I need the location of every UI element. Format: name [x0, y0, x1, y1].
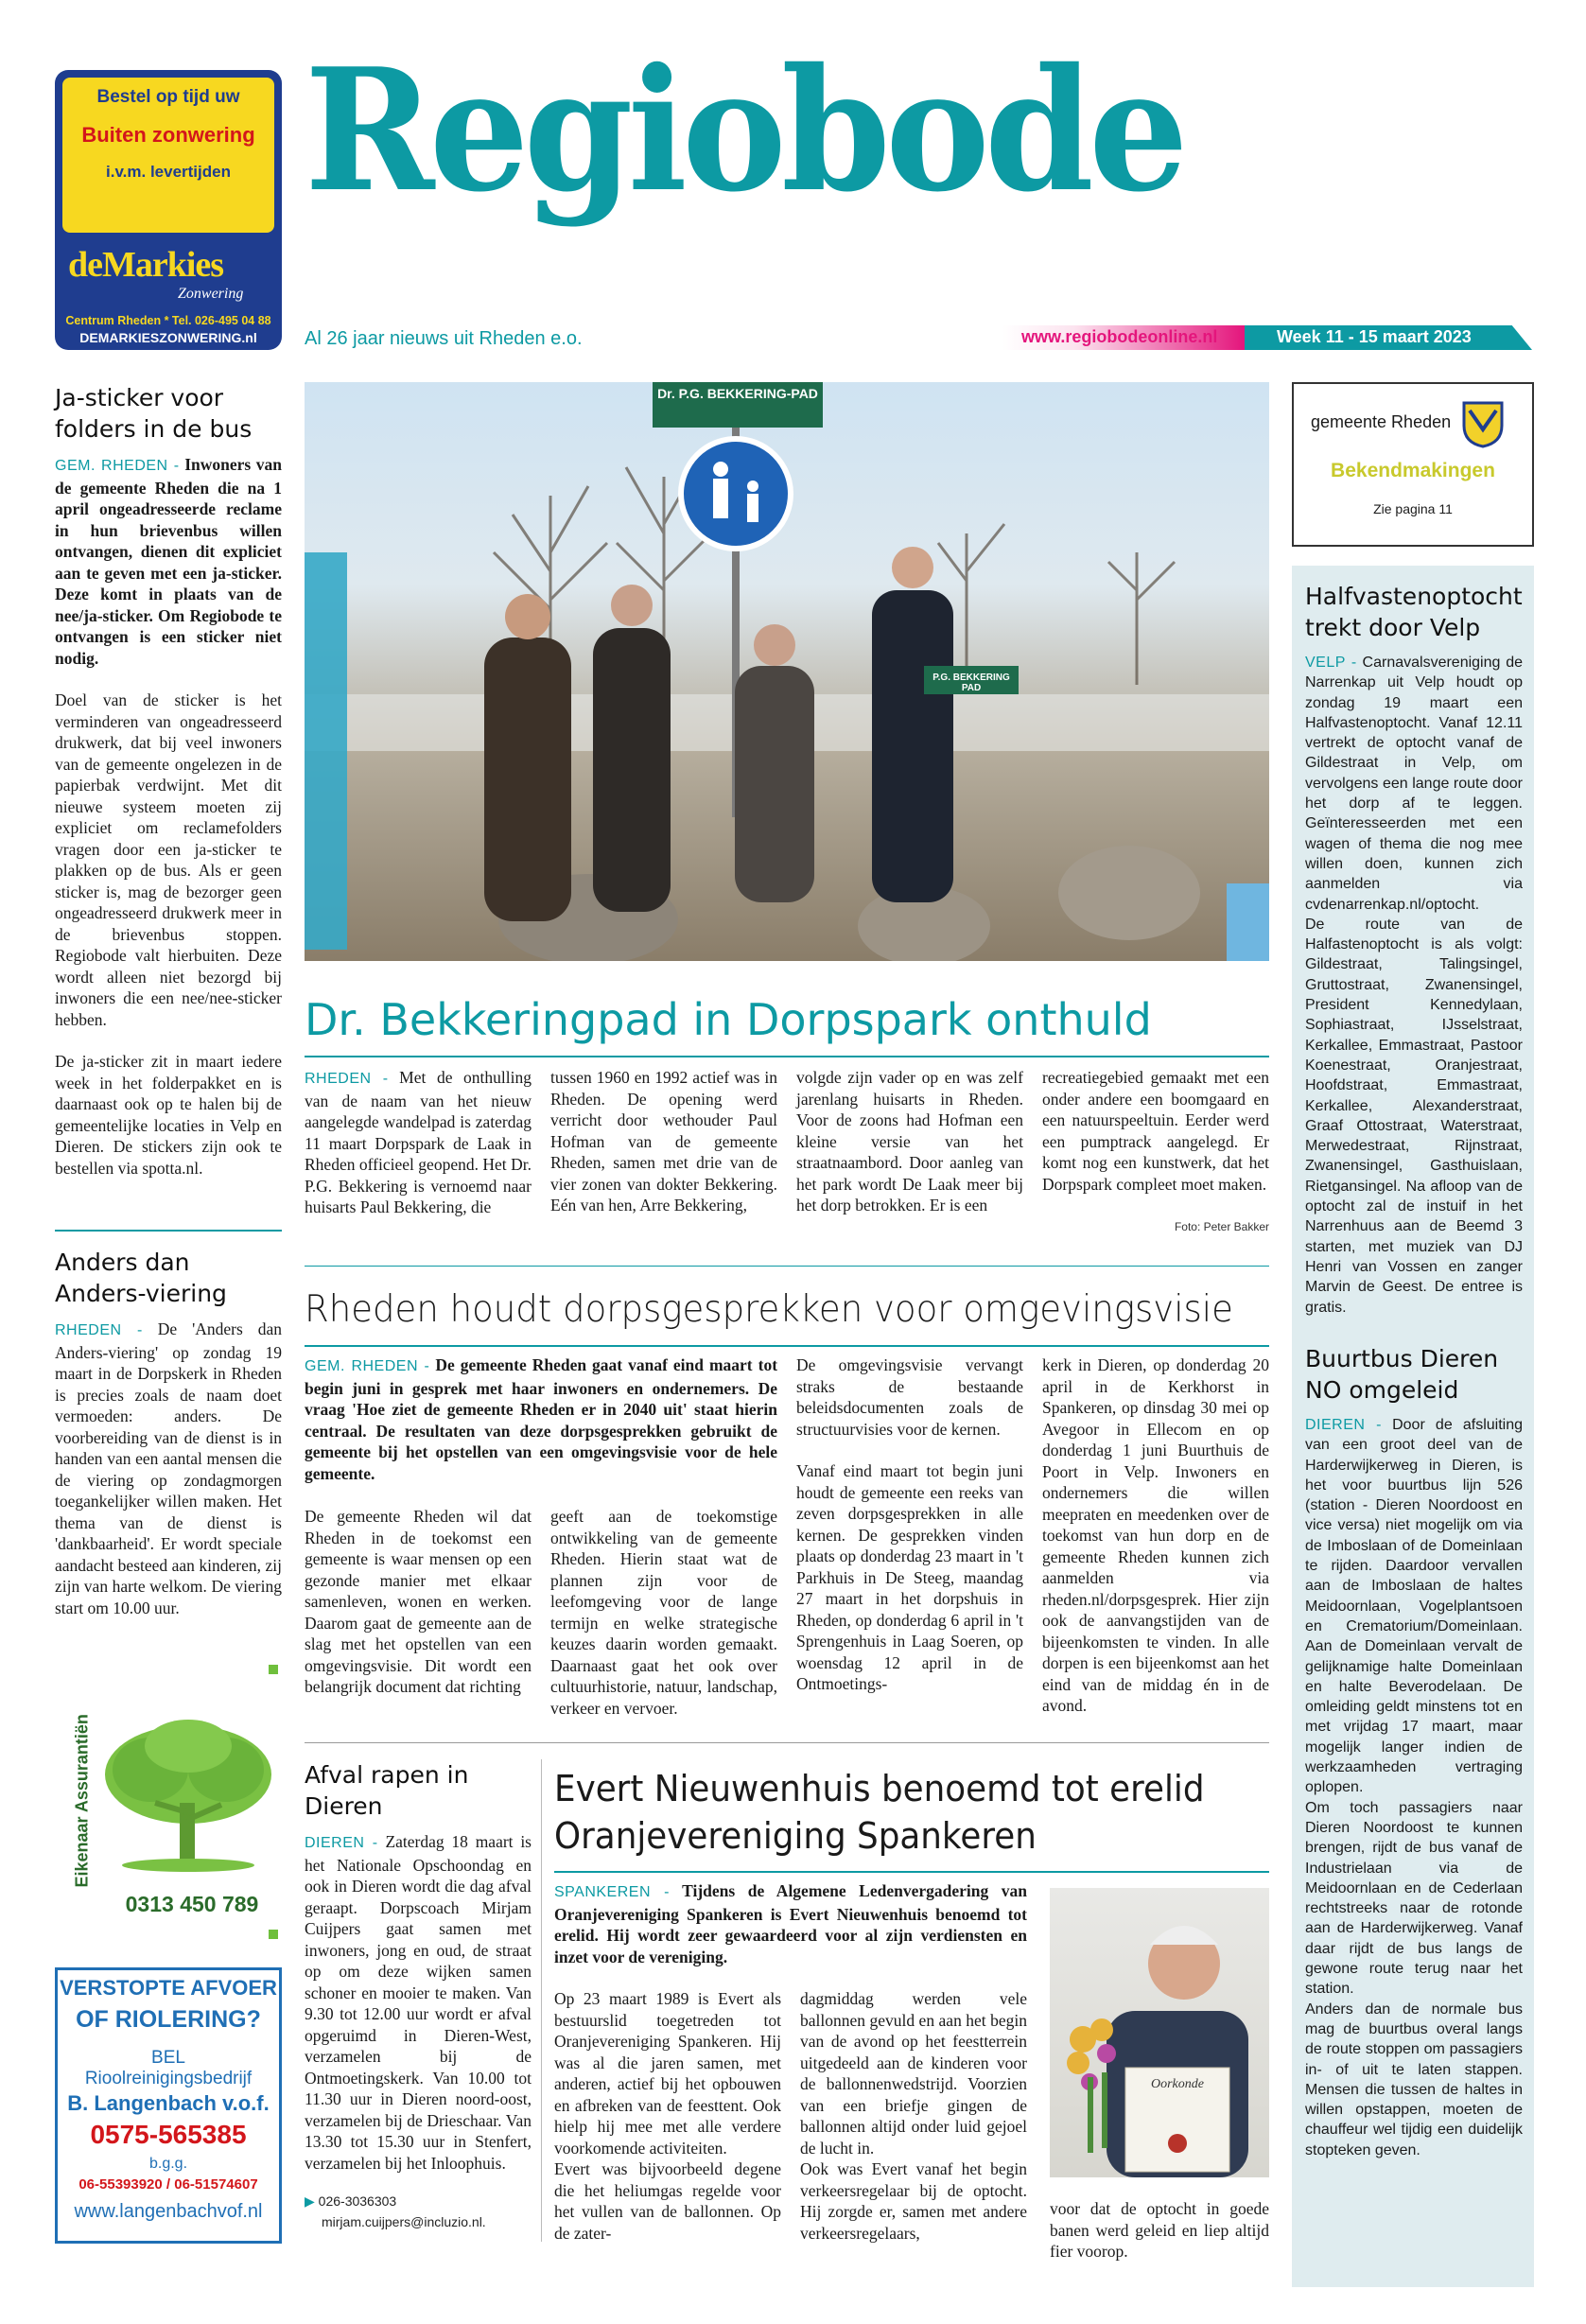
gemeente-sub: Zie pagina 11: [1373, 501, 1453, 516]
headline-bekkering: Dr. Bekkeringpad in Dorpspark onthuld: [305, 994, 1152, 1045]
divider: [305, 1345, 1269, 1347]
article-paragraph: Evert was bijvoorbeeld degene die het heliumgas regelde voor het vullen van de ballonnen. Op de zater-: [554, 2159, 781, 2243]
ad-line: Buiten zonwering: [81, 123, 255, 147]
article-lead-block: [305, 1354, 777, 1484]
article-paragraph: De route van de Halfastenoptocht is als volgt: Gildestraat, Talingsingel, Gruttostraat, Zwanensingel, President Kennedylaan, Sophiastraat, IJsselstraat, Kerkallee, Emmastraat, Pastoor Koenestraat, Oranjestraat, Hoofdstraat, Emmastraat, Kerkallee, Alexanderstraat, Graaf Ottostraat, Waterstraat, Merwedestraat, Rijnstraat, Zwanensingel, Gasthuislaan, Rietgansingel. Na afloop van de optocht zal de instuif in het Narrenhuus aan de Beemd 3 starten, met muziek van DJ Henri van Vossen en zanger Marvin de Geest. De entree is gratis.: [1305, 916, 1523, 1316]
article-tag: RHEDEN -: [305, 1071, 389, 1087]
certificate-text: Oorkonde: [1151, 2077, 1204, 2091]
ad-line: BEL: [151, 2048, 185, 2068]
article-column: [305, 1067, 532, 1218]
article-title: Buurtbus Dieren NO omgeleid: [1305, 1345, 1499, 1404]
masthead-info-bar: [1002, 325, 1532, 350]
article-column: recreatiegebied gemaakt met een onder andere een boomgaard en een natuurspeeltuin. Eerder werd een pumptrack aangelegd. Er komt nog een kunstwerk, dat het Dorpspark compleet moet maken.: [1042, 1068, 1269, 1194]
article-body: Zaterdag 18 maart is het Nationale Opschoondag en ook in Dieren wordt die dag afval geraapt. Dorpscoach Mirjam Cuijpers gaat samen met inwoners, jong en oud, de straat op om deze wijken samen schoner en mooier te maken. Van 9.30 tot 12.00 uur wordt er afval opgeruimd in Dieren-West, verzamelen bij de Ontmoetingskerk. Van 10.00 tot 11.30 uur in Dieren noord-oost, verzamelen bij de Drieschaar. Van 13.30 tot 15.30 uur in Stenfert, verzamelen bij het Inloophuis.: [305, 1832, 532, 2173]
article-paragraph: Op 23 maart 1989 is Evert als bestuurslid toegetreden tot Oranjevereniging Spankeren. Hij was al die jaren samen, met anderen, actief bij het opbouwen en afbreken van de feesttent. Ook hielp hij mee met alle verdere voorkomende activiteiten.: [554, 1989, 781, 2158]
ad-mobile: 06-55393920 / 06-51574607: [78, 2176, 258, 2193]
article-tag: GEM. RHEDEN -: [55, 458, 180, 474]
ad-line: Rioolreinigingsbedrijf: [84, 2069, 253, 2088]
article-column: [800, 1988, 1027, 2244]
ad-line: B. Langenbach v.o.f.: [67, 2091, 270, 2115]
ad-langenbach[interactable]: [55, 1967, 282, 2244]
nieuwenhuis-photo: [1050, 1888, 1269, 2177]
article-lead: Tijdens de Algemene Ledenvergadering van Oranjevereniging Spankeren is Evert Nieuwenhuis benoemd tot erelid. Hij wordt zeer gewaardeerd voor al zijn verdiensten en inzet voor de vereniging.: [554, 1881, 1028, 1966]
ad-web: DEMARKIESZONWERING.nl: [79, 330, 257, 345]
ad-web[interactable]: www.langenbachvof.nl: [74, 2201, 263, 2222]
ad-eikenaar-name: Eikenaar Assurantiën: [72, 1714, 92, 1888]
article-tag: DIEREN -: [305, 1835, 378, 1851]
article-text: Met de onthulling van de naam van het nieuw aangelegde wandelpad is zaterdag 11 maart Dorpspark de Laak in Rheden officieel geopend. Het Dr. P.G. Bekkering is vernoemd naar huisarts Paul Bekkering, die: [305, 1068, 532, 1216]
divider: [305, 1056, 1269, 1057]
article-column: geeft aan de toekomstige ontwikkeling van de gemeente Rheden. Hierin staat wat de plannen zijn voor de leefomgeving voor de lange termijn en welke strategische keuzes daarin worden gemaakt. Daarnaast gaat het ook over cultuurhistorie, natuur, landschap, verkeer en vervoer.: [550, 1507, 777, 1718]
article-body: De 'Anders dan Anders-viering' op zondag 19 maart in de Dorpskerk in Rheden is precies zoals de naam doet vermoeden: anders. De voorbereiding van de dienst is in handen van een aantal mensen die de viering op zondagmorgen toegankelijker willen maken. Het thema van de dienst is 'dankbaarheid'. Er wordt speciale aandacht besteed aan kinderen, zij zijn van harte welkom. De viering start om 10.00 uur.: [55, 1319, 282, 1617]
article-column: De gemeente Rheden wil dat Rheden in de toekomst een gemeente is waar mensen op een gezonde manier met elkaar samenleven, wonen en werken. Daarom gaat de gemeente aan de slag met het opstellen van een omgevingsvisie. Dit wordt een belangrijk document dat richting: [305, 1507, 532, 1696]
article-anders: [55, 1247, 282, 1639]
article-paragraph: Ook was Evert vanaf het begin verkeersregelaar bij de optocht. Hij zorgde er, samen met andere verkeersregelaars,: [800, 2159, 1027, 2243]
gemeente-title: Bekendmakingen: [1331, 460, 1495, 481]
masthead-tagline: Al 26 jaar nieuws uit Rheden e.o.: [305, 328, 583, 349]
afval-email[interactable]: mirjam.cuijpers@incluzio.nl.: [322, 2214, 486, 2229]
article-column: [796, 1354, 1023, 1695]
ad-contact: Centrum Rheden * Tel. 026-495 04 88: [65, 314, 271, 327]
article-paragraph: Anders dan de normale bus mag de buurtbus overal langs de route stoppen om passagiers in- of uit te laten stappen. Mensen die tussen de haltes in willen opstappen, moeten de chauffeur wel tijdig een duidelijk stopteken geven.: [1305, 2001, 1523, 2158]
divider: [541, 1759, 542, 2242]
headline-nieuwenhuis: Evert Nieuwenhuis benoemd tot erelid Oranjevereniging Spankeren: [554, 1768, 1205, 1857]
article-buurtbus: [1305, 1343, 1523, 2160]
ad-demarkies-yellow-panel: [62, 78, 274, 233]
article-tag: DIEREN -: [1305, 1417, 1382, 1433]
afval-phone: 026-3036303: [318, 2193, 397, 2209]
article-paragraph: Doel van de sticker is het verminderen van ongeadresseerd drukwerk, dat bij veel inwoners van de gemeente ongelezen in de papierbak verdwijnt. Met dit nieuwe systeem moeten zij expliciet om reclamefolders vragen door een ja-sticker te plakken op de bus. Als er geen sticker is, mag de bezorger geen ongeadresseerd drukwerk meer in de brievenbus stoppen. Regiobode valt hierbuiten. Deze wordt alleen niet bezorgd bij inwoners die een nee/nee-sticker hebben.: [55, 690, 282, 1029]
ad-eikenaar-phone: 0313 450 789: [125, 1892, 259, 1916]
tree-icon: [98, 1718, 278, 1874]
article-title: Halfvastenoptocht trekt door Velp: [1305, 583, 1523, 641]
article-lead: Inwoners van de gemeente Rheden die na 1 april ongeadresseerde reclame in hun brievenbus willen ontvangen, dienen dit expliciet aan te geven met een ja-sticker. Deze komt in plaats van de nee/ja-sticker. Om Regiobode te ontvangen is een sticker niet nodig.: [55, 455, 283, 668]
article-paragraph: dagmiddag werden vele ballonnen gevuld en aan het begin van de avond op het feestterrein uitgedeeld aan de kinderen voor de ballonnenwedstrijd. Voorzien van een briefje gingen de ballonnen altijd onder luid gejoel de lucht in.: [800, 1989, 1027, 2158]
article-halfvasten: [1305, 581, 1523, 1318]
ad-decor: [269, 1665, 278, 1674]
photo-credit: Foto: Peter Bakker: [1174, 1220, 1269, 1233]
article-column: volgde zijn vader op en was zelf jarenlang huisarts in Rheden. Voor de zoons had Hofman een kleine versie van het straatnaambord. Door aanleg van het park wordt De Laak meer bij het dorp betrokken. Er is een: [796, 1068, 1023, 1214]
headline-dorpsgesprekken: Rheden houdt dorpsgesprekken voor omgevingsvisie: [305, 1288, 1233, 1331]
ad-phone: 0575-565385: [90, 2120, 247, 2149]
ad-demarkies[interactable]: [55, 70, 282, 350]
ad-eikenaar[interactable]: [55, 1665, 282, 1948]
article-title: Afval rapen in Dieren: [305, 1761, 469, 1820]
gemeente-box[interactable]: [1292, 382, 1534, 547]
article-paragraph: Vanaf eind maart tot begin juni houdt de gemeente een reeks van zeven dorpsgesprekken in alle kernen. De gesprekken vinden plaats op donderdag 23 maart in 't Parkhuis in De Steeg, maandag 27 maart in het dorpshuis in Rheden, op donderdag 6 april in 't Sprengenhuis in Laag Soeren, op woensdag 12 april in de Ontmoetings-: [796, 1461, 1023, 1693]
article-paragraph: Door de afsluiting van een groot deel van de Harderwijkerweg in Dieren, is het voor buurtbus lijn 526 (station - Dieren Noordoost en vice versa) niet mogelijk om via de Imboslaan of de Domeinlaan te rijden. Daardoor vervallen aan de Imboslaan de haltes Meidoornlaan, Vogelplantsoen en Crematorium/Domeinlaan. Aan de Domeinlaan vervalt de gelijknamige halte Domeinlaan en halte Beverodelaan. De omleiding geldt minstens tot en met vrijdag 17 maart, maar mogelijk langer indien de werkzaamheden vertraging oplopen.: [1305, 1417, 1524, 1796]
logo-sub: Zonwering: [178, 286, 244, 302]
article-title: Anders dan Anders-viering: [55, 1249, 227, 1307]
masthead-title: Regiobode: [305, 31, 1183, 229]
article-lead-block: [554, 1880, 1027, 1967]
ad-line: OF RIOLERING?: [76, 2006, 261, 2033]
gemeente-logo-text: gemeente Rheden: [1311, 412, 1452, 431]
article-afval: [305, 1759, 532, 2232]
article-ja-sticker: [55, 382, 282, 1199]
logo-text: deMarkies: [68, 245, 224, 285]
ad-line: i.v.m. levertijden: [106, 163, 231, 181]
photo-plaque-text: P.G. BEKKERING PAD: [932, 673, 1010, 693]
masthead-url[interactable]: www.regiobodeonline.nl: [1021, 327, 1218, 346]
article-column: kerk in Dieren, op donderdag 20 april in de Kerkhorst in Spankeren, op dinsdag 30 mei op Avegoor in Ellecom en op donderdag 1 juni Buurthuis de Poort in Velp. Inwoners en ondernemers die willen meepraten en meedenken over de toekomst van hun dorp en de gemeente Rheden kunnen zich aanmelden via rheden.nl/dorpsgesprek. Hier zijn ook de aanvangstijden van de bijeenkomsten te vinden. In alle dorpen is een bijeenkomst aan het eind van de middag én in de avond.: [1042, 1355, 1269, 1715]
main-photo: [305, 382, 1269, 961]
article-paragraph: Carnavalsvereniging de Narrenkap uit Velp houdt op zondag 19 maart een Halfvastenoptocht. Vanaf 12.11 vertrekt de optocht vanaf de Gildestraat in Velp, om vervolgens een lange route door het dorp af te leggen. Geïnteresseerden met een wagen of thema die nog mee willen doen, kunnen zich aanmelden via cvdenarrenkap.nl/optocht.: [1305, 655, 1523, 913]
phone-icon: ▶: [305, 2193, 315, 2209]
ad-line: b.g.g.: [148, 2156, 188, 2172]
ad-line: VERSTOPTE AFVOER: [60, 1976, 277, 2000]
photo-scene: [1050, 1888, 1269, 2177]
article-column: [554, 1988, 781, 2244]
ad-decor: [269, 1930, 278, 1939]
ad-line: Bestel op tijd uw: [96, 87, 240, 107]
gemeente-crest-icon: [1462, 401, 1504, 448]
article-tag: RHEDEN -: [55, 1322, 143, 1338]
article-tag: GEM. RHEDEN -: [305, 1358, 430, 1374]
article-lead: De gemeente Rheden gaat vanaf eind maart tot begin juni in gesprek met haar inwoners en ondernemers. De vraag 'Hoe ziet de gemeente Rheden er in 2040 uit' staat hierin centraal. De resultaten van deze dorpsgesprekken gebruikt de gemeente bij het opstellen van een omgevingsvisie voor de hele gemeente.: [305, 1355, 778, 1483]
divider: [305, 1266, 1269, 1267]
masthead-week: Week 11 - 15 maart 2023: [1277, 327, 1472, 346]
article-title: Ja-sticker voor folders in de bus: [55, 384, 253, 443]
demarkies-logo: [64, 236, 272, 312]
photo-scene: [305, 382, 1269, 961]
article-tag: SPANKEREN -: [554, 1884, 670, 1900]
article-tag: VELP -: [1305, 655, 1357, 671]
divider: [55, 1230, 282, 1232]
article-paragraph: De ja-sticker zit in maart iedere week in het folderpakket en is daarnaast ook op te halen bij de gemeentelijke locaties in Velp en Dieren. De stickers zijn ook te bestellen via spotta.nl.: [55, 1052, 282, 1178]
divider: [554, 1871, 1269, 1873]
article-column: voor dat de optocht in goede banen werd geleid en liep altijd fier voorop.: [1050, 2199, 1269, 2261]
article-column: tussen 1960 en 1992 actief was in Rheden. De opening werd verricht door wethouder Paul Hofman van de gemeente Rheden, samen met drie van de vier zonen van dokter Bekkering. Eén van hen, Arre Bekkering,: [550, 1068, 777, 1214]
photo-sign-text: Dr. P.G. BEKKERING-PAD: [657, 386, 818, 401]
article-paragraph: Om toch passagiers naar Dieren Noordoost te kunnen brengen, rijdt de bus vanaf de Industrielaan via de Meidoornlaan en de Cederlaan rechtstreeks naar de rotonde aan de Harderwijkerweg. Vanaf daar rijdt de bus langs de gewone route terug naar het station.: [1305, 1799, 1523, 1998]
divider: [305, 1742, 1269, 1743]
article-paragraph: De omgevingsvisie vervangt straks de bestaande beleidsdocumenten zoals de structuurvisies voor de kernen.: [796, 1355, 1023, 1439]
